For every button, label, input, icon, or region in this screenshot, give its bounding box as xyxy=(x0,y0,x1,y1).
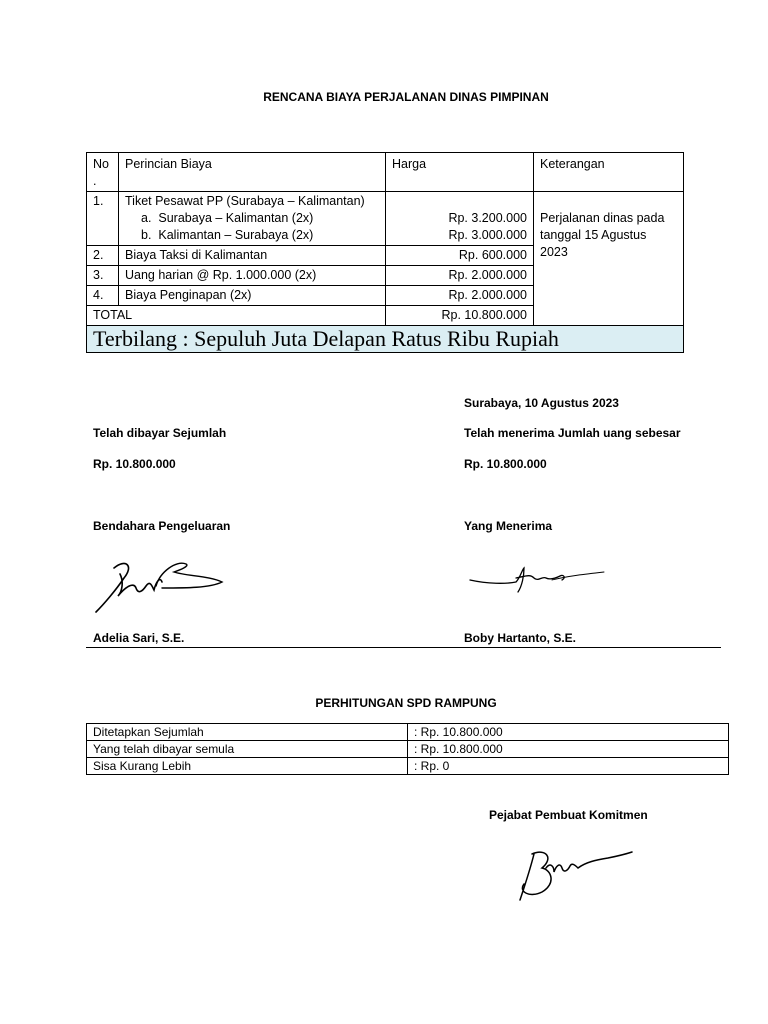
total-price: Rp. 10.800.000 xyxy=(386,306,534,326)
table-row xyxy=(87,741,729,758)
header-item: Perincian Biaya xyxy=(119,153,386,192)
recipient-signature xyxy=(468,560,608,600)
sub-item-b-label: Kalimantan – Surabaya (2x) xyxy=(158,228,314,242)
sub-item-b xyxy=(125,227,379,244)
header-price: Harga xyxy=(386,153,534,192)
row-item-label: Tiket Pesawat PP (Surabaya – Kalimantan) xyxy=(125,194,365,208)
row-no: 3. xyxy=(87,266,119,286)
spd-value: : Rp. 0 xyxy=(408,758,729,775)
header-no: No . xyxy=(87,153,119,192)
total-label: TOTAL xyxy=(87,306,386,326)
commitment-officer-role: Pejabat Pembuat Komitmen xyxy=(489,808,648,822)
recipient-role: Yang Menerima xyxy=(464,519,553,533)
received-amount: Rp. 10.800.000 xyxy=(464,457,547,471)
sub-item-a-marker: a. xyxy=(141,211,152,225)
row-note xyxy=(534,192,684,326)
terbilang-row xyxy=(87,326,684,353)
row-item xyxy=(119,192,386,246)
spd-value: : Rp. 10.800.000 xyxy=(408,741,729,758)
table-row xyxy=(87,758,729,775)
commitment-officer-signature xyxy=(512,840,636,910)
table-row xyxy=(87,724,729,741)
row-price: Rp. 2.000.000 xyxy=(386,286,534,306)
row-no: 2. xyxy=(87,246,119,266)
row-item: Biaya Taksi di Kalimantan xyxy=(119,246,386,266)
row-item: Biaya Penginapan (2x) xyxy=(119,286,386,306)
sub-item-a xyxy=(125,210,379,227)
spd-table xyxy=(86,723,729,775)
treasurer-role: Bendahara Pengeluaran xyxy=(93,519,231,533)
row-price: Rp. 2.000.000 xyxy=(386,266,534,286)
treasurer-name: Adelia Sari, S.E. xyxy=(93,631,185,645)
spd-label: Yang telah dibayar semula xyxy=(87,741,408,758)
table-row xyxy=(87,192,684,246)
recipient-name: Boby Hartanto, S.E. xyxy=(464,631,577,645)
sub-item-a-label: Surabaya – Kalimantan (2x) xyxy=(158,211,314,225)
paid-label: Telah dibayar Sejumlah xyxy=(93,426,227,440)
header-note: Keterangan xyxy=(534,153,684,192)
place-date: Surabaya, 10 Agustus 2023 xyxy=(464,396,619,410)
spd-value: : Rp. 10.800.000 xyxy=(408,724,729,741)
treasurer-signature xyxy=(90,552,230,618)
spd-label: Sisa Kurang Lebih xyxy=(87,758,408,775)
row-no: 1. xyxy=(87,192,119,246)
sub-item-b-price: Rp. 3.000.000 xyxy=(448,228,527,242)
terbilang-text: Terbilang : Sepuluh Juta Delapan Ratus Ribu Rupiah xyxy=(87,326,684,353)
row-price: Rp. 600.000 xyxy=(386,246,534,266)
spd-label: Ditetapkan Sejumlah xyxy=(87,724,408,741)
note-text: Perjalanan dinas pada tanggal 15 Agustus 2023 xyxy=(540,211,665,259)
row-no: 4. xyxy=(87,286,119,306)
paid-amount: Rp. 10.800.000 xyxy=(93,457,176,471)
sub-item-b-marker: b. xyxy=(141,228,152,242)
row-item: Uang harian @ Rp. 1.000.000 (2x) xyxy=(119,266,386,286)
signature-divider xyxy=(86,647,721,648)
cost-table xyxy=(86,152,684,353)
row-price xyxy=(386,192,534,246)
sub-item-a-price: Rp. 3.200.000 xyxy=(448,211,527,225)
table-header-row xyxy=(87,153,684,192)
document-title: RENCANA BIAYA PERJALANAN DINAS PIMPINAN xyxy=(263,90,549,104)
spd-title: PERHITUNGAN SPD RAMPUNG xyxy=(315,696,497,710)
received-label: Telah menerima Jumlah uang sebesar xyxy=(464,426,681,440)
